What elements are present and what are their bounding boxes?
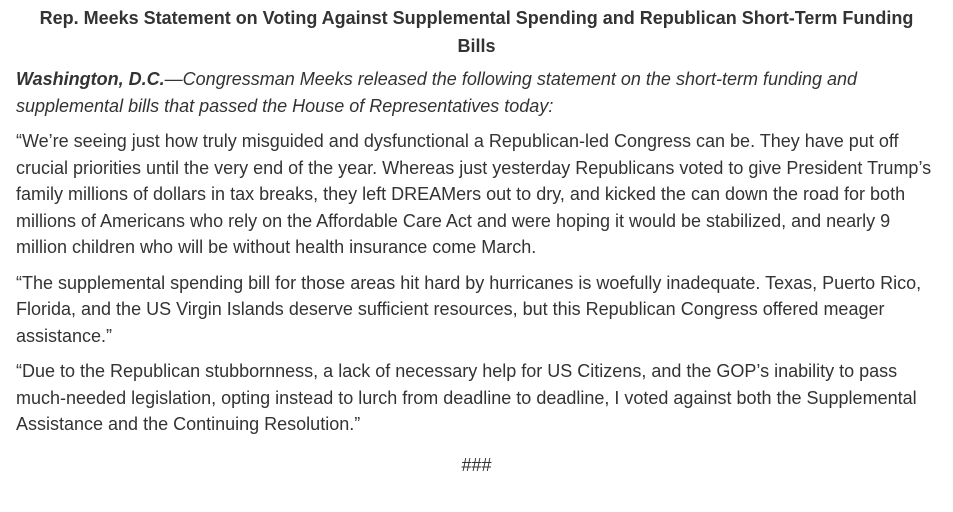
dateline: Washington, D.C. bbox=[16, 69, 165, 89]
lead-paragraph bbox=[16, 66, 937, 119]
quote-paragraph-1: “We’re seeing just how truly misguided and dysfunctional a Republican-led Congress can be. They have put off crucial priorities until the very end of the year. Whereas just yesterday Republicans voted to give President Trump’s family millions of dollars in tax breaks, they left DREAMers out to dry, and kicked the can down the road for both millions of Americans who rely on the Affordable Care Act and were hoping it would be stabilized, and nearly 9 million children who will be without health insurance come March. bbox=[16, 131, 932, 257]
title-line-2: Bills bbox=[457, 36, 496, 56]
quote-paragraph-2: “The supplemental spending bill for those areas hit hard by hurricanes is woefully inadequate. Texas, Puerto Rico, Florida, and the US Virgin Islands deserve sufficient resources, but this Republican Congress offered meager assistance.” bbox=[16, 272, 922, 346]
quote-paragraph-3: “Due to the Republican stubbornness, a lack of necessary help for US Citizens, and the GOP’s inability to pass much-needed legislation, opting instead to lurch from deadline to deadline, I voted against both the Supplemental Assistance and the Continuing Resolution.” bbox=[16, 361, 917, 434]
end-mark: ### bbox=[461, 454, 492, 475]
press-release-title bbox=[16, 4, 937, 60]
title-line-1: Rep. Meeks Statement on Voting Against Supplemental Spending and Republican Short-Term Funding bbox=[39, 8, 914, 28]
lead-text: —Congressman Meeks released the following statement on the short-term funding and supplemental bills that passed the House of Representatives today: bbox=[16, 69, 858, 116]
